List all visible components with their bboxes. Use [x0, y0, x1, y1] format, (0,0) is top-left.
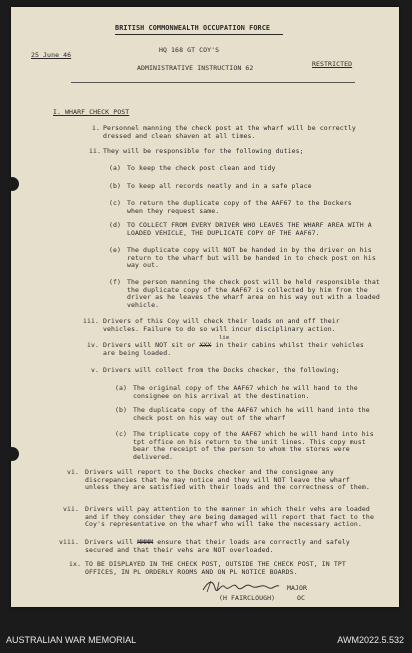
para-4-num: iv.: [87, 341, 100, 349]
signature-name: (H FAIRCLOUGH): [219, 594, 276, 602]
para-8-num: viii.: [59, 538, 80, 546]
footer-accession-number: AWM2022.5.532: [337, 635, 404, 645]
para-4-part-b: in their cabins whilst their vehicles are being loaded.: [103, 341, 364, 357]
duty-c: To return the duplicate copy of the AAF67 to the Dockers when they request same.: [127, 199, 352, 215]
item-vb-num: (b): [115, 406, 128, 414]
footer-institution: AUSTRALIAN WAR MEMORIAL: [6, 635, 137, 645]
document-date: 25 June 46: [31, 51, 72, 59]
punch-hole-top: [5, 177, 19, 191]
para-1: Personnel manning the check post at the wharf will be correctly dressed and clean shaven at all times.: [103, 124, 356, 140]
duty-a: To keep the check post clean and tidy: [127, 164, 276, 172]
duty-f-num: (f): [109, 278, 122, 286]
signature-unit: OC: [297, 594, 306, 602]
para-5: Drivers will collect from the Docks checker, the following;: [103, 366, 340, 374]
para-3-num: iii.: [83, 317, 100, 325]
hq-line: HQ 168 GT COY'S: [159, 46, 220, 54]
para-5-num: v.: [91, 366, 100, 374]
archive-footer: [0, 612, 412, 653]
para-8-part-b: ensure that their loads are correctly and safely secured and that their vehs are NOT overloaded.: [85, 538, 350, 554]
duty-d: TO COLLECT FROM EVERY DRIVER WHO LEAVES THE WHARF AREA WITH A LOADED VEHICLE, THE DUPLICATE COPY OF THE AAF67.: [127, 221, 372, 237]
para-6: Drivers will report to the Docks checker and the consignee any discrepancies that he may notice and they will NOT leave the wharf unless they are satisfied with their loads and the correctness of them.: [85, 468, 370, 492]
para-4: [103, 342, 378, 357]
duty-c-num: (c): [109, 199, 122, 207]
signature-rank: MAJOR: [287, 584, 308, 592]
header-rule: [71, 82, 355, 83]
item-va-num: (a): [115, 384, 128, 392]
para-3: Drivers of this Coy will check their loads on and off their vehicles. Failure to do so will incur disciplinary action.: [103, 317, 340, 333]
org-title-underline: [115, 34, 283, 35]
document-page: [11, 7, 399, 607]
para-8-part-a: Drivers will: [85, 538, 134, 546]
handwritten-signature: [201, 578, 281, 594]
item-vb: The duplicate copy of the AAF67 which he will hand into the check post on his way out of the wharf: [133, 406, 370, 422]
para-7-num: vii.: [63, 505, 80, 513]
duty-e: The duplicate copy will NOT be handed in by the driver on his return to the wharf but will be handed in to check post on his way out.: [127, 246, 376, 270]
classification-label: RESTRICTED: [312, 60, 353, 68]
duty-e-num: (e): [109, 246, 122, 254]
duty-b-num: (b): [109, 182, 122, 190]
para-8-struck: MMMM: [137, 538, 154, 546]
item-vc-num: (c): [115, 430, 128, 438]
duty-b: To keep all records neatly and in a safe place: [127, 182, 312, 190]
para-2: They will be responsible for the following duties;: [103, 147, 304, 155]
item-va: The original copy of the AAF67 which he will hand to the consignee on his arrival at the destination.: [133, 384, 358, 400]
duty-d-num: (d): [109, 221, 122, 229]
item-vc: The triplicate copy of the AAF67 which he will hand into his tpt office on his return to the unit lines. This copy must bear the receipt of the person to whom the stores were delivered.: [133, 430, 374, 461]
admin-instruction-line: ADMINISTRATIVE INSTRUCTION 62: [137, 64, 254, 72]
para-4-struck: XXX: [199, 341, 212, 349]
punch-hole-bottom: [5, 447, 19, 461]
duty-a-num: (a): [109, 164, 122, 172]
para-9: TO BE DISPLAYED IN THE CHECK POST, OUTSIDE THE CHECK POST, IN TPT OFFICES, IN PL ORDERLY ROOMS AND ON PL NOTICE BOARDS.: [85, 560, 346, 576]
section-title: I. WHARF CHECK POST: [53, 108, 130, 116]
org-title: BRITISH COMMONWEALTH OCCUPATION FORCE: [115, 24, 271, 32]
para-2-num: ii.: [89, 147, 102, 155]
para-8: [85, 539, 375, 554]
duty-f: The person manning the check post will be held responsible that the duplicate copy of the AAF67 is collected by him from the driver as he leaves the wharf area on his way out with a loaded vehicle.: [127, 278, 380, 309]
para-7: Drivers will pay attention to the manner in which their vehs are loaded and if they consider they are being damaged will report that fact to the Coy's representative on the wharf who will take the necessary action.: [85, 505, 374, 529]
para-4-insert: lie: [219, 335, 230, 341]
para-4-part-a: Drivers will NOT sit or: [103, 341, 196, 349]
para-9-num: ix.: [69, 560, 82, 568]
para-6-num: vi.: [67, 468, 80, 476]
para-1-num: i.: [92, 124, 101, 132]
